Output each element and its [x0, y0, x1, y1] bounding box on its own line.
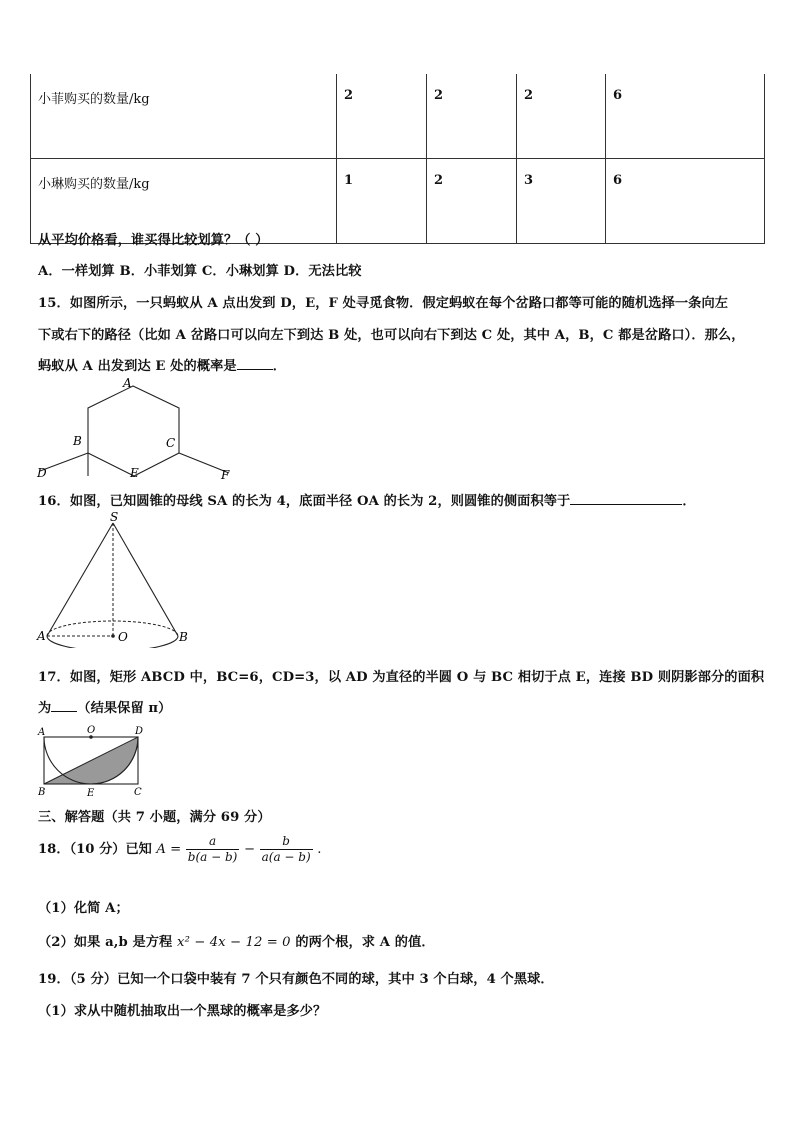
table-cell: 6	[606, 74, 765, 159]
label-E: E	[87, 788, 95, 799]
label-D: D	[37, 466, 47, 480]
q18-part1: （1）化简 A；	[38, 901, 129, 916]
rectangle-semicircle-figure	[34, 724, 154, 800]
q18-part2-wrap	[38, 931, 435, 950]
label-O: O	[87, 725, 96, 736]
label-E: E	[130, 466, 139, 480]
q18-minus: −	[243, 842, 256, 857]
label-S: S	[110, 510, 119, 524]
q19-part1: （1）求从中随机抽取出一个黑球的概率是多少？	[38, 1004, 327, 1019]
purchase-table	[30, 74, 765, 244]
label-B: B	[179, 630, 188, 644]
label-C: C	[134, 787, 142, 798]
q18-prefix: 18．（10 分）已知	[38, 842, 152, 857]
label-O: O	[118, 630, 128, 644]
q18-fraction-1	[186, 834, 240, 865]
answer-blank	[570, 493, 682, 505]
hexagon-path-figure	[34, 378, 244, 482]
q17-line2b: （结果保留 π）	[77, 701, 172, 716]
q18-line	[38, 834, 321, 865]
table-cell: 2	[427, 74, 517, 159]
cone-figure	[34, 510, 194, 648]
answer-blank	[51, 700, 77, 712]
table-cell: 1	[337, 159, 427, 244]
section-title: 三、解答题（共 7 小题，满分 69 分）	[38, 810, 271, 825]
row-label: 小琳购买的数量/kg	[31, 159, 337, 244]
q16-text-wrap	[38, 490, 696, 509]
row-label: 小菲购买的数量/kg	[31, 74, 337, 159]
q18-equation: x² − 4x − 12 = 0	[177, 935, 291, 950]
q16-text: 16．如图，已知圆锥的母线 SA 的长为 4，底面半径 OA 的长为 2，则圆锥的侧面积等于	[38, 494, 571, 509]
q18-fraction-2	[260, 834, 313, 865]
q19-text: 19．（5 分）已知一个口袋中装有 7 个只有颜色不同的球，其中 3 个白球，4 个黑球．	[38, 972, 554, 987]
label-C: C	[166, 436, 176, 450]
q17-line2a: 为	[38, 701, 52, 716]
fraction-numerator: a	[186, 834, 240, 850]
table-row	[31, 74, 765, 159]
label-B: B	[38, 787, 46, 798]
table-cell: 2	[517, 74, 606, 159]
q15-end: ．	[272, 359, 286, 374]
q18-part2-pre: （2）如果 a,b 是方程	[38, 935, 173, 950]
label-A: A	[123, 378, 132, 390]
q15-line1: 15．如图所示，一只蚂蚁从 A 点出发到 D，E，F 处寻觅食物．假定蚂蚁在每个岔路口都等可能的随机选择一条向左	[38, 296, 729, 311]
q15-line2: 下或右下的路径（比如 A 岔路口可以向左下到达 B 处，也可以向右下到达 C 处，其中 A，B，C 都是岔路口）．那么，	[38, 328, 745, 343]
answer-blank	[237, 358, 273, 370]
table-cell: 2	[337, 74, 427, 159]
fraction-denominator: a(a − b)	[261, 850, 311, 864]
label-A: A	[38, 727, 46, 738]
table-cell: 3	[517, 159, 606, 244]
q17-line1: 17．如图，矩形 ABCD 中，BC=6，CD=3，以 AD 为直径的半圆 O 与 BC 相切于点 E，连接 BD 则阴影部分的面积	[38, 670, 765, 685]
label-B: B	[73, 434, 82, 448]
q16-end: ．	[682, 494, 696, 509]
table-cell: 6	[606, 159, 765, 244]
label-A: A	[37, 629, 46, 643]
q14-question: 从平均价格看，谁买得比较划算？（ ）	[38, 233, 269, 248]
q18-end: .	[317, 842, 322, 857]
fraction-numerator: b	[260, 834, 313, 850]
q14-options: A．一样划算 B．小菲划算 C．小琳划算 D．无法比较	[38, 264, 362, 279]
fraction-denominator: b(a − b)	[187, 850, 238, 864]
q18-part2-post: 的两个根，求 A 的值．	[295, 935, 435, 950]
q15-line3: 蚂蚁从 A 出发到达 E 处的概率是	[38, 359, 237, 374]
q17-line2-wrap	[38, 697, 171, 716]
q15-line3-wrap	[38, 355, 286, 374]
table-cell: 2	[427, 159, 517, 244]
q18-a-eq: A =	[156, 842, 182, 857]
label-D: D	[135, 726, 144, 737]
label-F: F	[221, 468, 230, 482]
